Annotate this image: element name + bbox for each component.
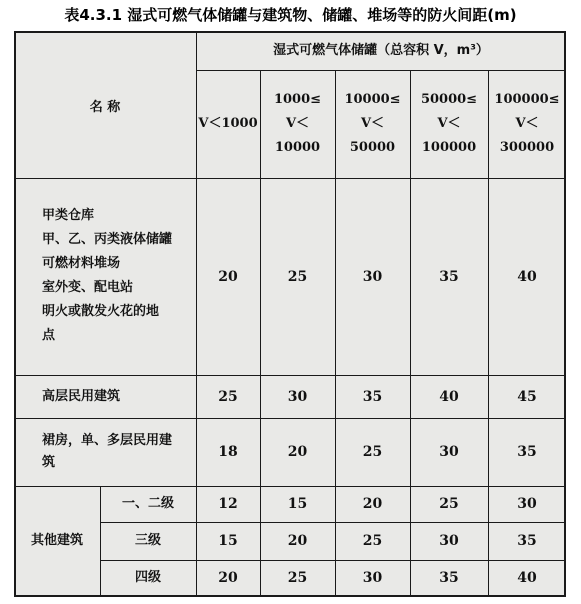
cell-value: 20 — [362, 496, 383, 512]
cell-value: 25 — [287, 570, 308, 586]
cell-value: 35 — [517, 533, 537, 549]
cell-value: 35 — [439, 570, 459, 586]
cell-value: 20 — [287, 533, 308, 549]
cell-value: 35 — [362, 388, 383, 405]
row-label: 高层民用建筑 — [42, 388, 121, 404]
row-label: 筑 — [42, 455, 56, 470]
fire-rating-label: 三级 — [134, 533, 161, 548]
column-header: V＜ — [437, 116, 461, 131]
row-divider — [14, 486, 566, 487]
other-buildings-label: 其他建筑 — [30, 533, 83, 548]
cell-value: 40 — [517, 570, 537, 586]
row-divider — [14, 418, 566, 419]
cell-value: 40 — [517, 268, 537, 285]
cell-value: 30 — [439, 533, 459, 549]
column-header: 10000 — [274, 140, 321, 155]
column-header: V＜1000 — [198, 116, 258, 131]
cell-value: 30 — [439, 444, 459, 460]
cell-value: 12 — [218, 496, 238, 512]
cell-value: 15 — [218, 533, 238, 549]
column-header: V＜ — [515, 116, 539, 131]
fire-rating-label: 一、二级 — [121, 496, 174, 511]
column-header: 100000 — [421, 140, 477, 155]
storage-group-header: 湿式可燃气体储罐（总容积 V，m³） — [273, 43, 489, 58]
cell-value: 20 — [287, 444, 308, 460]
cell-value: 35 — [439, 268, 459, 285]
cell-value: 15 — [287, 496, 308, 512]
cell-value: 25 — [218, 388, 238, 405]
row-label: 甲、乙、丙类液体储罐 — [42, 231, 173, 247]
cell-value: 25 — [439, 496, 459, 512]
table-title: 表4.3.1 湿式可燃气体储罐与建筑物、储罐、堆场等的防火间距(m) — [64, 6, 517, 24]
cell-value: 18 — [218, 444, 238, 460]
column-header: 100000≤ — [494, 92, 560, 107]
row-label: 裙房，单、多层民用建 — [42, 433, 173, 448]
column-header: V＜ — [360, 116, 385, 131]
cell-value: 45 — [517, 388, 537, 405]
cell-value: 30 — [287, 388, 308, 405]
row-label: 甲类仓库 — [42, 207, 95, 223]
column-header: 50000 — [349, 140, 396, 155]
column-header: 1000≤ — [273, 92, 322, 107]
row-label: 可燃材料堆场 — [42, 255, 121, 271]
row-divider — [14, 375, 566, 376]
column-header: 10000≤ — [344, 92, 401, 107]
cell-value: 30 — [362, 268, 383, 285]
cell-value: 25 — [287, 268, 308, 285]
header-group-divider — [196, 70, 566, 71]
row-label: 室外变、配电站 — [42, 279, 134, 295]
cell-value: 25 — [362, 533, 383, 549]
cell-value: 20 — [218, 268, 238, 285]
row-label: 点 — [42, 327, 56, 343]
cell-value: 40 — [439, 388, 459, 405]
row-label: 明火或散发火花的地 — [42, 303, 160, 319]
row-divider — [100, 522, 566, 523]
fire-rating-label: 四级 — [134, 570, 161, 585]
row-divider — [100, 560, 566, 561]
table-border-bottom — [14, 595, 566, 597]
cell-value: 35 — [517, 444, 537, 460]
cell-value: 20 — [218, 570, 238, 586]
column-header: 300000 — [499, 140, 555, 155]
column-header: V＜ — [285, 116, 310, 131]
name-header: 名 称 — [89, 100, 121, 115]
column-header: 50000≤ — [420, 92, 478, 107]
cell-value: 25 — [362, 444, 383, 460]
table-border-top — [14, 31, 566, 33]
cell-value: 30 — [362, 570, 383, 586]
cell-value: 30 — [517, 496, 537, 512]
header-bottom-line — [14, 178, 566, 179]
